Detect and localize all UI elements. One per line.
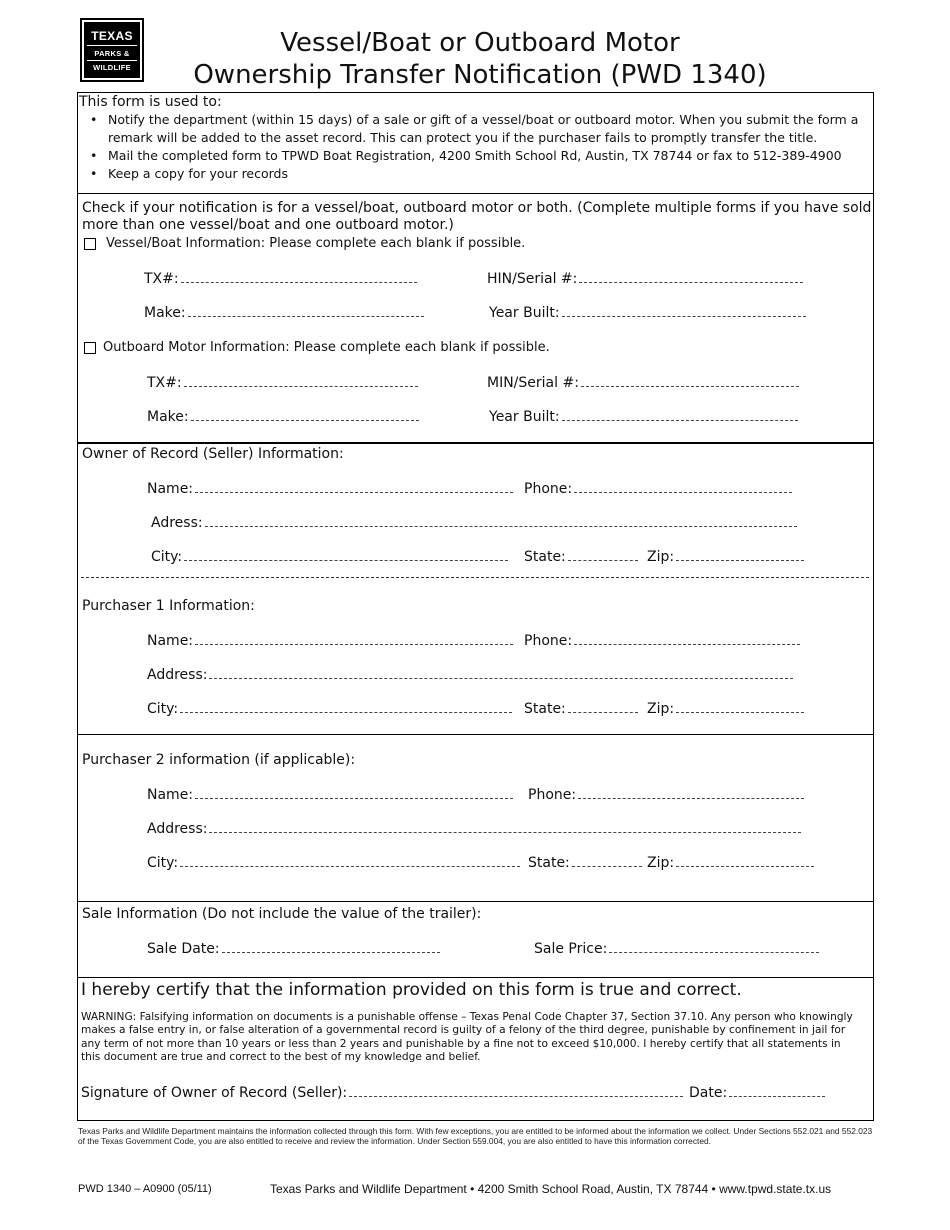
purchaser1-name-label: Name:	[147, 633, 194, 649]
purchaser1-zip-field[interactable]	[647, 700, 804, 717]
motor-year-label: Year Built:	[489, 409, 560, 425]
purpose-section	[77, 92, 874, 194]
signature-field[interactable]	[81, 1084, 683, 1101]
vessel-tx-field[interactable]	[144, 270, 417, 287]
vessel-make-field[interactable]	[144, 304, 424, 321]
purpose-bullet: • Notify the department (within 15 days) of a sale or gift of a vessel/boat or outboard motor. When you submit the form a remark will be added to the asset record. This can protect you if the purchaser fails to promptly transfer the title.	[80, 111, 868, 147]
purchaser1-state-label: State:	[524, 701, 566, 717]
sale-price-field[interactable]	[534, 940, 819, 957]
sale-price-label: Sale Price:	[534, 941, 608, 957]
vessel-hin-label: HIN/Serial #:	[487, 271, 578, 287]
purchaser1-heading: Purchaser 1 Information:	[82, 598, 255, 614]
vessel-tx-label: TX#:	[144, 271, 179, 287]
motor-make-field[interactable]	[147, 408, 419, 425]
seller-name-label: Name:	[147, 481, 194, 497]
motor-tx-field[interactable]	[147, 374, 418, 391]
purchaser2-address-field[interactable]	[147, 820, 801, 837]
purchaser2-zip-field[interactable]	[647, 854, 814, 871]
motor-checkbox[interactable]	[84, 342, 96, 354]
motor-min-label: MIN/Serial #:	[487, 375, 579, 391]
purchaser2-zip-label: Zip:	[647, 855, 675, 871]
page-title-line1: Vessel/Boat or Outboard Motor	[280, 28, 680, 58]
certification-section	[77, 977, 874, 1121]
purchaser2-city-label: City:	[147, 855, 179, 871]
notification-instruction: Check if your notification is for a vessel/boat, outboard motor or both. (Complete multiple forms if you have sold	[82, 200, 872, 216]
purchaser2-phone-field[interactable]	[528, 786, 804, 803]
seller-zip-field[interactable]	[647, 548, 804, 565]
signature-date-label: Date:	[689, 1085, 728, 1101]
purchaser1-state-field[interactable]	[524, 700, 638, 717]
sale-section	[77, 901, 874, 978]
seller-address-label: Adress:	[151, 515, 203, 531]
purchaser1-zip-label: Zip:	[647, 701, 675, 717]
privacy-notice: Texas Parks and Wildlife Department maintains the information collected through this form. With few exceptions, you are entitled to be informed about the information we collect. Under Sections 552.021 and 552.023 of the Texas Government Code, you are also entitled to receive and review the information. Under Section 559.004, you are also entitled to have this information corrected.	[78, 1126, 873, 1147]
vessel-year-field[interactable]	[489, 304, 806, 321]
seller-phone-label: Phone:	[524, 481, 573, 497]
purchaser2-heading: Purchaser 2 information (if applicable):	[82, 752, 356, 768]
purchaser1-phone-field[interactable]	[524, 632, 800, 649]
vessel-info-label: Vessel/Boat Information: Please complete each blank if possible.	[106, 236, 526, 251]
logo-text-parks: PARKS &	[94, 49, 130, 58]
purchaser2-state-label: State:	[528, 855, 570, 871]
purchaser1-city-field[interactable]	[147, 700, 512, 717]
purchaser2-address-label: Address:	[147, 821, 208, 837]
motor-make-label: Make:	[147, 409, 189, 425]
vessel-make-label: Make:	[144, 305, 186, 321]
seller-heading: Owner of Record (Seller) Information:	[82, 446, 344, 462]
motor-info-label: Outboard Motor Information: Please complete each blank if possible.	[103, 340, 550, 355]
notification-section	[77, 193, 874, 443]
purpose-heading: This form is used to:	[79, 94, 222, 110]
purpose-list	[80, 111, 868, 183]
vessel-hin-field[interactable]	[487, 270, 803, 287]
seller-name-field[interactable]	[147, 480, 513, 497]
vessel-year-label: Year Built:	[489, 305, 560, 321]
motor-min-field[interactable]	[487, 374, 799, 391]
signature-label: Signature of Owner of Record (Seller):	[81, 1085, 348, 1101]
sale-date-label: Sale Date:	[147, 941, 220, 957]
vessel-checkbox[interactable]	[84, 238, 96, 250]
motor-year-field[interactable]	[489, 408, 798, 425]
warning-text: WARNING: Falsifying information on documents is a punishable offense – Texas Penal Code Chapter 37, Section 37.10. Any person who knowingly makes a false entry in, or false alteration of a governmental record is guilty of a felony of the third degree, punishable by confinement in jail for any term of not more than 10 years or less than 2 years and punishable by a fine not to exceed $10,000. I hereby certify that all statements in this document are true and correct to the best of my knowledge and belief.	[81, 1011, 853, 1063]
logo-text-texas: TEXAS	[91, 29, 133, 43]
purchaser2-phone-label: Phone:	[528, 787, 577, 803]
purpose-bullet: • Mail the completed form to TPWD Boat Registration, 4200 Smith School Rd, Austin, TX 78744 or fax to 512-389-4900	[80, 147, 868, 165]
purchaser2-name-label: Name:	[147, 787, 194, 803]
logo-text-wildlife: WILDLIFE	[93, 63, 131, 72]
seller-state-field[interactable]	[524, 548, 638, 565]
signature-date-field[interactable]	[689, 1084, 825, 1101]
notification-instruction-2: more than one vessel/boat and one outboard motor.)	[82, 217, 454, 233]
seller-city-field[interactable]	[151, 548, 508, 565]
seller-purchaser1-section	[77, 442, 874, 735]
purchaser1-address-label: Address:	[147, 667, 208, 683]
sale-heading: Sale Information (Do not include the value of the trailer):	[82, 906, 482, 922]
seller-purchaser-divider	[81, 577, 869, 578]
purchaser2-city-field[interactable]	[147, 854, 520, 871]
purchaser2-section	[77, 734, 874, 902]
seller-state-label: State:	[524, 549, 566, 565]
purpose-bullet: • Keep a copy for your records	[80, 165, 868, 183]
seller-phone-field[interactable]	[524, 480, 792, 497]
purchaser1-name-field[interactable]	[147, 632, 513, 649]
department-address: Texas Parks and Wildlife Department • 4200 Smith School Road, Austin, TX 78744 • www.tpwd.state.tx.us	[270, 1182, 832, 1196]
purchaser1-city-label: City:	[147, 701, 179, 717]
purchaser2-name-field[interactable]	[147, 786, 513, 803]
purchaser1-phone-label: Phone:	[524, 633, 573, 649]
seller-zip-label: Zip:	[647, 549, 675, 565]
seller-city-label: City:	[151, 549, 183, 565]
motor-tx-label: TX#:	[147, 375, 182, 391]
certification-statement: I hereby certify that the information provided on this form is true and correct.	[81, 980, 742, 1000]
page-title-line2: Ownership Transfer Notification (PWD 1340)	[193, 60, 767, 90]
purchaser2-state-field[interactable]	[528, 854, 642, 871]
tpwd-logo	[80, 18, 144, 82]
form-code: PWD 1340 – A0900 (05/11)	[78, 1183, 212, 1195]
purchaser1-address-field[interactable]	[147, 666, 793, 683]
seller-address-field[interactable]	[151, 514, 797, 531]
sale-date-field[interactable]	[147, 940, 440, 957]
